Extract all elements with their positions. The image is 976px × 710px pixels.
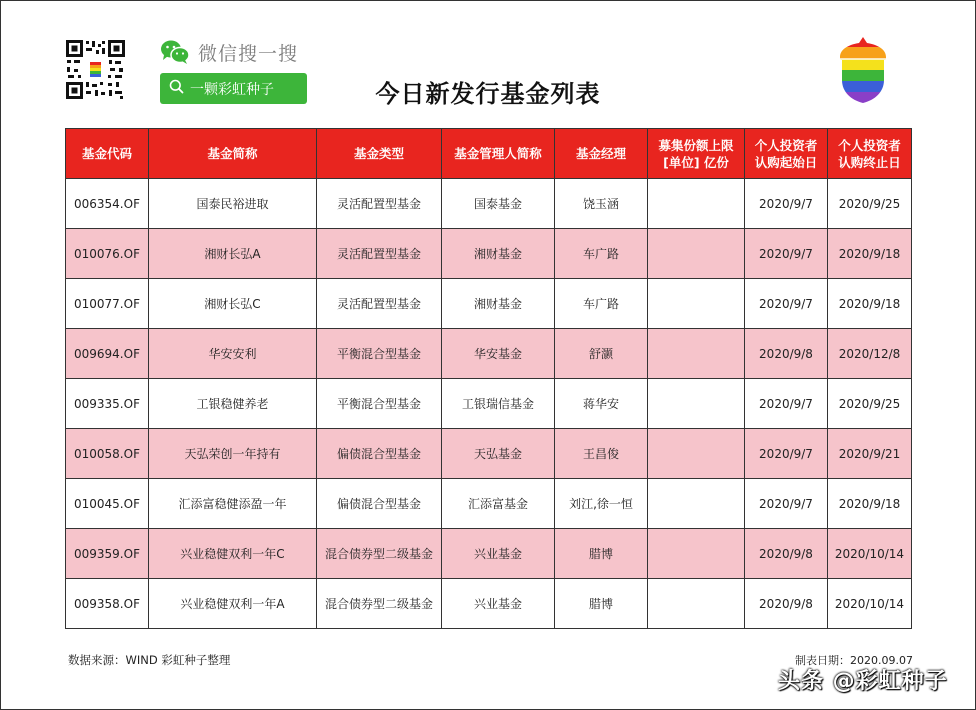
header-fund-code: 基金代码 — [66, 129, 149, 179]
cell-manager: 湘财基金 — [442, 279, 555, 329]
cell-end-date: 2020/10/14 — [828, 579, 912, 629]
cell-fund-code: 010076.OF — [66, 229, 149, 279]
cell-fund-name: 兴业稳健双利一年C — [149, 529, 317, 579]
table-row — [66, 579, 912, 629]
cell-start-date: 2020/9/7 — [745, 429, 828, 479]
cell-fund-manager: 蒋华安 — [555, 379, 648, 429]
cell-end-date: 2020/9/21 — [828, 429, 912, 479]
cell-fund-type: 混合债券型二级基金 — [317, 579, 442, 629]
cell-fund-code: 010058.OF — [66, 429, 149, 479]
cell-fund-code: 009335.OF — [66, 379, 149, 429]
cell-raise-limit — [648, 229, 745, 279]
cell-manager: 兴业基金 — [442, 579, 555, 629]
header-raise-limit: 募集份额上限 [单位] 亿份 — [648, 129, 745, 179]
cell-start-date: 2020/9/7 — [745, 229, 828, 279]
cell-fund-manager: 腊博 — [555, 529, 648, 579]
cell-fund-name: 兴业稳健双利一年A — [149, 579, 317, 629]
cell-start-date: 2020/9/7 — [745, 279, 828, 329]
cell-end-date: 2020/9/18 — [828, 279, 912, 329]
cell-raise-limit — [648, 429, 745, 479]
cell-manager: 兴业基金 — [442, 529, 555, 579]
cell-fund-type: 偏债混合型基金 — [317, 479, 442, 529]
cell-start-date: 2020/9/8 — [745, 329, 828, 379]
search-text: 一颗彩虹种子 — [190, 81, 274, 98]
table-row — [66, 529, 912, 579]
cell-fund-name: 工银稳健养老 — [149, 379, 317, 429]
cell-start-date: 2020/9/8 — [745, 579, 828, 629]
cell-raise-limit — [648, 179, 745, 229]
table-row — [66, 329, 912, 379]
wechat-icon — [160, 39, 190, 65]
cell-fund-type: 偏债混合型基金 — [317, 429, 442, 479]
table-row — [66, 379, 912, 429]
header-manager: 基金管理人简称 — [442, 129, 555, 179]
cell-manager: 国泰基金 — [442, 179, 555, 229]
cell-fund-code: 010045.OF — [66, 479, 149, 529]
fund-table — [65, 128, 912, 629]
cell-start-date: 2020/9/7 — [745, 479, 828, 529]
table-body — [66, 179, 912, 629]
table-date: 制表日期：2020.09.07 — [795, 654, 913, 667]
cell-fund-manager: 饶玉涵 — [555, 179, 648, 229]
cell-fund-code: 009358.OF — [66, 579, 149, 629]
cell-raise-limit — [648, 479, 745, 529]
header-end-date: 个人投资者 认购终止日 — [828, 129, 912, 179]
cell-fund-manager: 车广路 — [555, 279, 648, 329]
table-row — [66, 429, 912, 479]
cell-fund-code: 009359.OF — [66, 529, 149, 579]
cell-fund-manager: 刘江,徐一恒 — [555, 479, 648, 529]
header-fund-manager: 基金经理 — [555, 129, 648, 179]
cell-raise-limit — [648, 279, 745, 329]
cell-manager: 工银瑞信基金 — [442, 379, 555, 429]
cell-fund-manager: 王昌俊 — [555, 429, 648, 479]
header-fund-name: 基金简称 — [149, 129, 317, 179]
cell-fund-type: 平衡混合型基金 — [317, 379, 442, 429]
wechat-label: 微信搜一搜 — [198, 42, 299, 65]
cell-manager: 湘财基金 — [442, 229, 555, 279]
cell-fund-code: 006354.OF — [66, 179, 149, 229]
table-row — [66, 279, 912, 329]
cell-end-date: 2020/9/18 — [828, 229, 912, 279]
cell-end-date: 2020/12/8 — [828, 329, 912, 379]
table-row — [66, 179, 912, 229]
cell-fund-type: 灵活配置型基金 — [317, 179, 442, 229]
cell-raise-limit — [648, 579, 745, 629]
page-title: 今日新发行基金列表 — [375, 80, 601, 108]
cell-end-date: 2020/9/18 — [828, 479, 912, 529]
table-row — [66, 479, 912, 529]
table-header-row — [66, 129, 912, 179]
cell-fund-manager: 舒灏 — [555, 329, 648, 379]
cell-fund-name: 湘财长弘C — [149, 279, 317, 329]
cell-end-date: 2020/10/14 — [828, 529, 912, 579]
cell-fund-type: 平衡混合型基金 — [317, 329, 442, 379]
cell-manager: 汇添富基金 — [442, 479, 555, 529]
cell-fund-type: 灵活配置型基金 — [317, 279, 442, 329]
cell-start-date: 2020/9/7 — [745, 179, 828, 229]
cell-raise-limit — [648, 379, 745, 429]
header-fund-type: 基金类型 — [317, 129, 442, 179]
cell-end-date: 2020/9/25 — [828, 179, 912, 229]
cell-fund-name: 天弘荣创一年持有 — [149, 429, 317, 479]
cell-fund-code: 010077.OF — [66, 279, 149, 329]
cell-fund-name: 华安安利 — [149, 329, 317, 379]
cell-fund-code: 009694.OF — [66, 329, 149, 379]
cell-raise-limit — [648, 329, 745, 379]
header-start-date: 个人投资者 认购起始日 — [745, 129, 828, 179]
watermark: 头条 @彩虹种子 — [778, 669, 948, 694]
cell-fund-name: 国泰民裕进取 — [149, 179, 317, 229]
rainbow-acorn-logo-icon — [838, 36, 888, 104]
cell-fund-manager: 车广路 — [555, 229, 648, 279]
cell-fund-manager: 腊博 — [555, 579, 648, 629]
cell-fund-type: 灵活配置型基金 — [317, 229, 442, 279]
cell-manager: 华安基金 — [442, 329, 555, 379]
cell-start-date: 2020/9/8 — [745, 529, 828, 579]
cell-raise-limit — [648, 529, 745, 579]
cell-manager: 天弘基金 — [442, 429, 555, 479]
cell-end-date: 2020/9/25 — [828, 379, 912, 429]
cell-fund-name: 湘财长弘A — [149, 229, 317, 279]
data-source: 数据来源：WIND 彩虹种子整理 — [68, 653, 231, 667]
cell-fund-name: 汇添富稳健添盈一年 — [149, 479, 317, 529]
cell-start-date: 2020/9/7 — [745, 379, 828, 429]
table-row — [66, 229, 912, 279]
wechat-search-label — [160, 38, 298, 66]
cell-fund-type: 混合债券型二级基金 — [317, 529, 442, 579]
